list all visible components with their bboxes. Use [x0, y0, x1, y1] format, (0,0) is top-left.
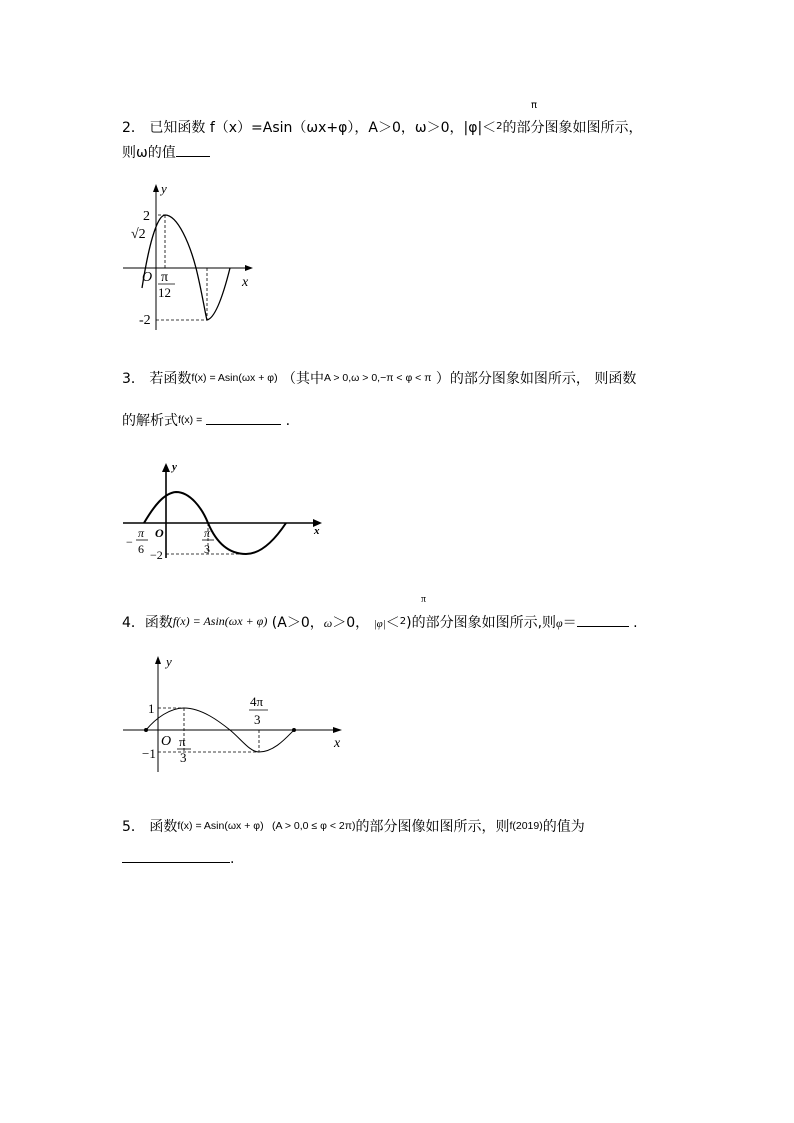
q4-formula: f(x) = Asin(ωx + φ): [172, 614, 268, 628]
q3-text-a: 若函数: [149, 371, 192, 387]
q3-graph: [118, 458, 333, 563]
q3-line2-formula: f(x) =: [178, 414, 203, 426]
q5-text-c: 的值为: [542, 819, 585, 835]
q2-text-line2: 则ω的值: [122, 145, 176, 161]
q3-number: 3．: [122, 371, 145, 387]
q4-number: 4．: [122, 615, 145, 631]
q2-line1: [122, 119, 643, 136]
q4-text-b: (A＞0，: [271, 615, 324, 631]
q4-y-neg-one-label: −1: [142, 746, 156, 761]
q4-line1: [122, 613, 638, 632]
q4-omega: ω: [323, 616, 333, 630]
q3-answer-blank: [206, 412, 281, 425]
q4-text-c: ＞0，: [332, 615, 370, 631]
q2-number: 2．: [122, 120, 145, 136]
q5-end: .: [230, 851, 235, 867]
q2-x-tick-num: π: [161, 270, 169, 285]
q2-y-min-label: -2: [139, 313, 151, 328]
q4-phi-abs: |φ|: [373, 618, 386, 630]
q4-x-4pi-num: 4π: [250, 694, 264, 709]
q4-x-axis-label: x: [334, 736, 341, 751]
q4-two-denominator: 2: [399, 616, 407, 627]
q3-x-axis-label: x: [314, 525, 320, 537]
q4-x-pi-den: 3: [180, 750, 187, 765]
q3-line2: [122, 412, 290, 429]
q3-text-b: （其中: [282, 371, 325, 387]
q4-x-4pi-den: 3: [254, 712, 261, 727]
q3-pi3-den: 3: [204, 542, 210, 556]
q5-answer-blank: [122, 850, 230, 863]
q4-text-d: )的部分图象如图所示,则: [406, 615, 557, 631]
q5-line1: [122, 818, 585, 835]
q3-text-line2: 的解析式: [122, 413, 178, 429]
q4-pi-numerator: π: [421, 594, 427, 605]
q2-origin-label: O: [142, 270, 153, 285]
q3-neg-pi-num: π: [138, 526, 145, 540]
q4-origin-label: O: [161, 734, 172, 749]
q3-condition: A > 0,ω > 0,−π < φ < π: [324, 372, 432, 384]
q4-text-e: ＝: [562, 615, 577, 631]
q5-line2: [122, 850, 234, 867]
q2-y-axis-label: y: [161, 181, 167, 196]
q3-y-min-label: −2: [150, 548, 163, 562]
q2-y-sqrt2-label: √2: [131, 227, 146, 242]
q2-two-denominator: 2: [496, 121, 503, 132]
q4-y-axis-label: y: [166, 654, 172, 669]
q5-text-b: 的部分图像如图所示，则: [355, 819, 510, 835]
q5-number: 5．: [122, 819, 145, 835]
q3-origin-label: O: [155, 526, 164, 540]
q5-text-a: 函数: [149, 819, 178, 835]
q4-graph: [118, 652, 353, 774]
q2-answer-blank: [176, 144, 210, 157]
q4-y-one-label: 1: [148, 701, 155, 716]
q5-condition: (A > 0,0 ≤ φ < 2π): [272, 820, 356, 832]
q3-y-axis-label: y: [172, 461, 177, 473]
q4-answer-blank: [577, 614, 629, 627]
q3-line1: [122, 370, 636, 387]
q2-x-tick-den: 12: [158, 285, 171, 300]
q5-formula: f(x) = Asin(ωx + φ): [177, 820, 264, 832]
q2-y-max-label: 2: [143, 209, 150, 224]
q3-formula: f(x) = Asin(ωx + φ): [191, 372, 278, 384]
q4-phi: φ: [556, 616, 563, 630]
q2-line2: [122, 144, 210, 161]
q4-end: .: [633, 615, 638, 631]
q2-text-b: 的部分图象如图所示，: [502, 120, 643, 136]
q4-text-a: 函数: [144, 615, 173, 631]
q3-end: .: [285, 413, 291, 429]
q2-graph: [118, 180, 268, 330]
q4-x-pi-num: π: [179, 734, 186, 749]
q3-pi3-num: π: [204, 526, 211, 540]
q2-text-a: 已知函数 f（x）=Asin（ωx+φ），A＞0，ω＞0，|φ|＜: [149, 120, 497, 136]
q3-text-c: ）的部分图象如图所示， 则函数: [435, 371, 637, 387]
q2-x-axis-label: x: [242, 275, 249, 290]
q2-pi-numerator: π: [531, 100, 538, 111]
q4-lt: ＜: [385, 615, 400, 631]
q3-neg-pi-den: 6: [138, 542, 144, 556]
q5-formula2: f(2019): [509, 820, 543, 832]
q3-neg-sign: −: [126, 535, 133, 549]
